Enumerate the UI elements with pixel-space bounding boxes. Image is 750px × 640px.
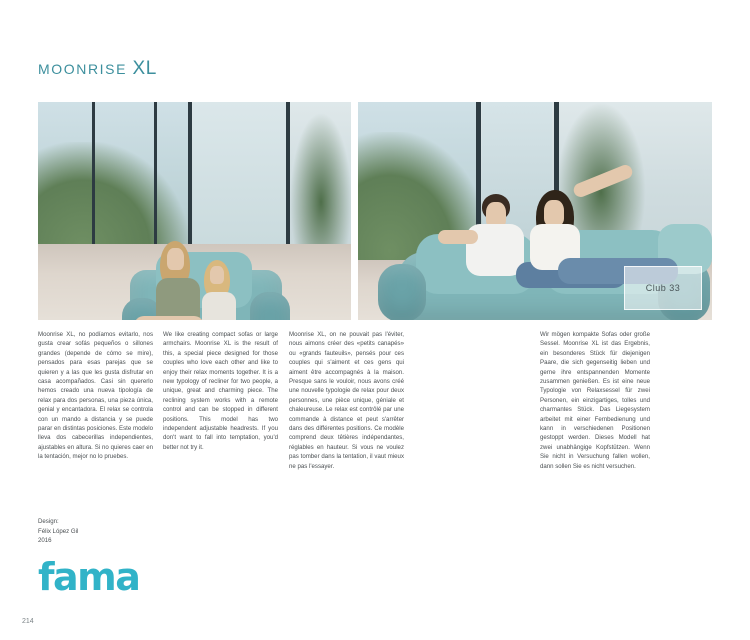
photo-left-child-top	[202, 292, 236, 320]
description-column-es: Moonrise XL, no podíamos evitarlo, nos gusta crear sofás pequeños o sillones grandes (depende de cómo se mire), pensados para esas parejas que se quieren y a las que les gusta disfrutar en casa acompañados. Casi sin quererlo hemos creado una nueva tipología de relax para dos personas, una pieza única, genial y encantadora. El relax se controla con un mando a distancia y se puede parar en distintas posiciones. Este modelo lleva dos cabecerillas independientes, ajustables en altura. Si no quieres caer en la tentación, mejor no lo pruebes.	[38, 331, 153, 461]
photo-left-child-face	[210, 266, 224, 284]
photo-left-armchair-arm-right	[250, 292, 290, 320]
design-credit-label: Design:	[38, 518, 59, 525]
photo-watermark-label: Club 33	[645, 283, 681, 293]
page-title-part2: SE	[105, 61, 133, 77]
product-photo-left	[38, 102, 351, 320]
page-title-part3: XL	[132, 58, 157, 79]
design-credit-designer: Félix López Gil	[38, 527, 79, 535]
design-credit-year: 2016	[38, 537, 52, 544]
photo-right-woman-face	[544, 200, 564, 226]
photo-left-woman-face	[167, 248, 184, 270]
description-column-fr: Moonrise XL, on ne pouvait pas l'éviter, nous aimons créer des «petits canapés» ou «grands fauteuils», pensés pour ces couples qui s'aiment et ces gens qui aiment être accompagnés à la maison. Presque sans le vouloir, nous avons créé une nouvelle typologie de relax pour deux personnes, une pièce unique, géniale et chaleureuse. Le relax est contrôlé par une commande à distance et peut s'arrêter dans des différentes positions. Ce modèle comprend deux têtières indépendantes, réglables en hauteur. Si vous ne voulez pas tomber dans la tentation, il vaut mieux ne pas l'essayer.	[289, 331, 404, 470]
description-column-en: We like creating compact sofas or large armchairs. Moonrise XL is the result of this, a special piece designed for those couples who love each other and like to enjoy their relax moments together. It is a new typology of recliner for two people, a unique, great and charming piece. The reclining system works with a remote control and can be stopped in different positions. This model has two independent adjustable headrests. If you don't want to fall into temptation, you'd better not try it.	[163, 331, 278, 451]
photo-left-window-view-2	[193, 102, 288, 252]
product-photo-right	[358, 102, 712, 320]
photo-left-woman-top	[156, 278, 200, 320]
description-column-de: Wir mögen kompakte Sofas oder große Sessel. Moonrise XL ist das Ergebnis, ein besonderes Stück für diejenigen Paare, die sich gegenseitig lieben und gerne ihre entspannenden Momente zusammen genießen. Es ist eine neue Typologie von Relaxsessel für zwei Personen, ein einzigartiges, tolles und charmantes Stück. Das Liegesystem arbeitet mit einer Fernbedienung und kann in verschiedenen Positionen gestoppt werden. Dieses Modell hat zwei unabhängige Kopfstützen. Wenn Sie nicht in Versuchung fallen wollen, dann sollen Sie es nicht versuchen.	[540, 331, 650, 470]
brand-logo: fama	[38, 555, 140, 599]
page-number: 214	[22, 618, 34, 625]
photo-left-plant	[290, 112, 351, 262]
page-title	[38, 58, 157, 80]
design-credit	[38, 517, 78, 546]
photo-right-man-arm	[438, 230, 478, 244]
page-title-part1: MOONRI	[38, 61, 106, 77]
photo-right-sofa-arm-left	[378, 264, 426, 320]
photo-watermark-badge	[624, 266, 702, 310]
photo-left-woman-legs	[134, 316, 204, 320]
